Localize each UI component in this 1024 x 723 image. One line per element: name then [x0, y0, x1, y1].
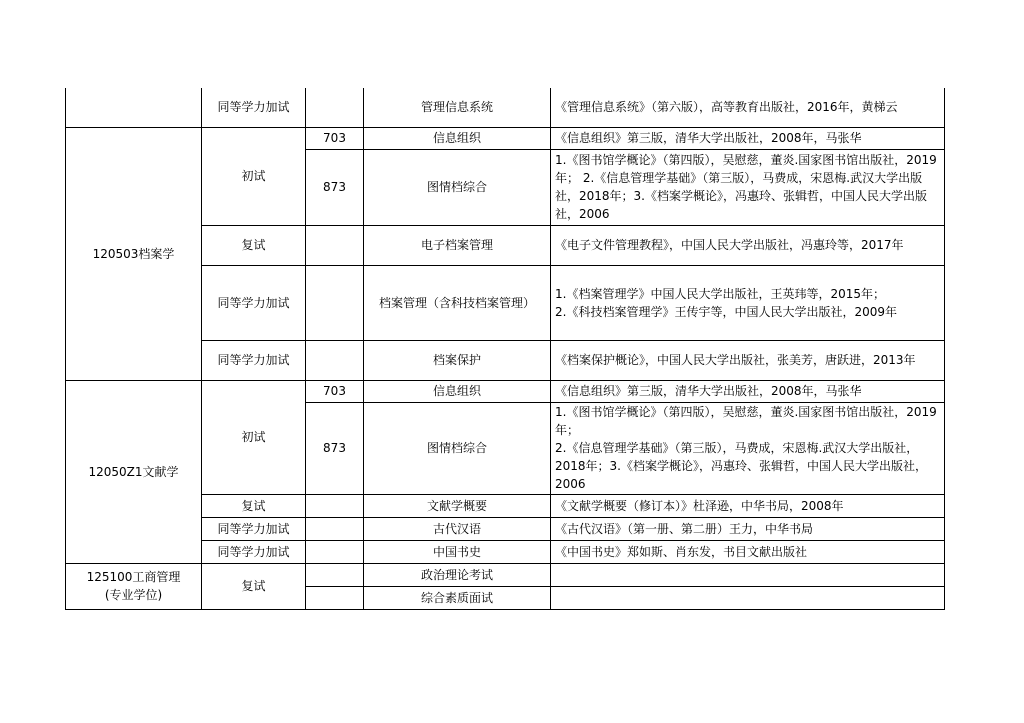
subject-code-cell: 873 — [306, 402, 364, 494]
reference-book-cell — [551, 402, 945, 494]
subject-name-cell: 信息组织 — [364, 380, 551, 402]
subject-code-cell: 703 — [306, 127, 364, 149]
subject-code-cell: 703 — [306, 380, 364, 402]
exam-type-cell: 初试 — [202, 127, 306, 225]
reference-book-cell: 《电子文件管理教程》，中国人民大学出版社，冯惠玲等，2017年 — [551, 225, 945, 265]
exam-type-cell: 同等学力加试 — [202, 88, 306, 127]
reference-book-cell: 《文献学概要（修订本）》杜泽逊，中华书局，2008年 — [551, 494, 945, 517]
subject-code-cell: 873 — [306, 149, 364, 225]
exam-type-cell: 同等学力加试 — [202, 540, 306, 563]
reference-book-cell — [551, 563, 945, 586]
subject-code-cell — [306, 494, 364, 517]
table-row — [66, 380, 945, 402]
reference-book-cell: 1.《图书馆学概论》（第四版），吴慰慈，董炎.国家图书馆出版社，2019年； 2.《信息管理学基础》（第三版），马费成，宋恩梅.武汉大学出版社，2018年；3.《档案学概论》，冯惠玲、张辑哲，中国人民大学出版社，2006 — [551, 149, 945, 225]
reference-book-line: 1.《档案管理学》中国人民大学出版社，王英玮等，2015年； — [555, 286, 885, 301]
exam-type-cell: 复试 — [202, 225, 306, 265]
reference-book-line: 1.《图书馆学概论》（第四版），吴慰慈，董炎.国家图书馆出版社，2019年； — [555, 405, 937, 437]
reference-book-cell: 《信息组织》第三版，清华大学出版社，2008年，马张华 — [551, 380, 945, 402]
subject-code-cell — [306, 265, 364, 340]
reference-book-cell: 《信息组织》第三版，清华大学出版社，2008年，马张华 — [551, 127, 945, 149]
exam-type-cell: 同等学力加试 — [202, 265, 306, 340]
table-row — [66, 88, 945, 127]
major-cell — [66, 563, 202, 609]
reference-book-cell: 《古代汉语》（第一册、第二册）王力，中华书局 — [551, 517, 945, 540]
reference-book-cell: 《管理信息系统》（第六版），高等教育出版社，2016年，黄梯云 — [551, 88, 945, 127]
subject-code-cell — [306, 340, 364, 380]
subject-code-cell — [306, 88, 364, 127]
subject-name-cell: 中国书史 — [364, 540, 551, 563]
subject-name-cell: 图情档综合 — [364, 402, 551, 494]
subject-name-cell: 档案保护 — [364, 340, 551, 380]
reference-book-cell — [551, 265, 945, 340]
subject-name-cell: 电子档案管理 — [364, 225, 551, 265]
subject-code-cell — [306, 225, 364, 265]
subject-code-cell — [306, 563, 364, 586]
reference-book-cell: 《中国书史》郑如斯、肖东发，书目文献出版社 — [551, 540, 945, 563]
exam-type-cell: 初试 — [202, 380, 306, 494]
subject-code-cell — [306, 517, 364, 540]
subject-name-cell: 图情档综合 — [364, 149, 551, 225]
subject-name-cell: 政治理论考试 — [364, 563, 551, 586]
subject-name-cell: 古代汉语 — [364, 517, 551, 540]
table-row — [66, 563, 945, 586]
subject-name-cell: 信息组织 — [364, 127, 551, 149]
subject-code-cell — [306, 586, 364, 609]
exam-type-cell: 复试 — [202, 563, 306, 609]
table-row — [66, 127, 945, 149]
reference-book-cell — [551, 586, 945, 609]
major-cell — [66, 88, 202, 127]
major-cell: 120503档案学 — [66, 127, 202, 380]
subject-code-cell — [306, 540, 364, 563]
exam-type-cell: 同等学力加试 — [202, 340, 306, 380]
subject-name-cell: 综合素质面试 — [364, 586, 551, 609]
reference-book-line: 2.《科技档案管理学》王传宇等，中国人民大学出版社，2009年 — [555, 304, 897, 319]
reference-book-cell: 《档案保护概论》，中国人民大学出版社，张美芳，唐跃进，2013年 — [551, 340, 945, 380]
exam-type-cell: 复试 — [202, 494, 306, 517]
subject-name-cell: 管理信息系统 — [364, 88, 551, 127]
reference-book-line: 2.《信息管理学基础》（第三版），马费成，宋恩梅.武汉大学出版社，2018年；3.《档案学概论》，冯惠玲、张辑哲，中国人民大学出版社，2006 — [555, 441, 927, 491]
exam-type-cell: 同等学力加试 — [202, 517, 306, 540]
major-line: (专业学位) — [104, 588, 163, 602]
reference-book-table — [65, 88, 945, 610]
major-cell: 12050Z1文献学 — [66, 380, 202, 563]
subject-name-cell: 档案管理（含科技档案管理） — [364, 265, 551, 340]
subject-name-cell: 文献学概要 — [364, 494, 551, 517]
major-line: 125100工商管理 — [86, 570, 181, 584]
